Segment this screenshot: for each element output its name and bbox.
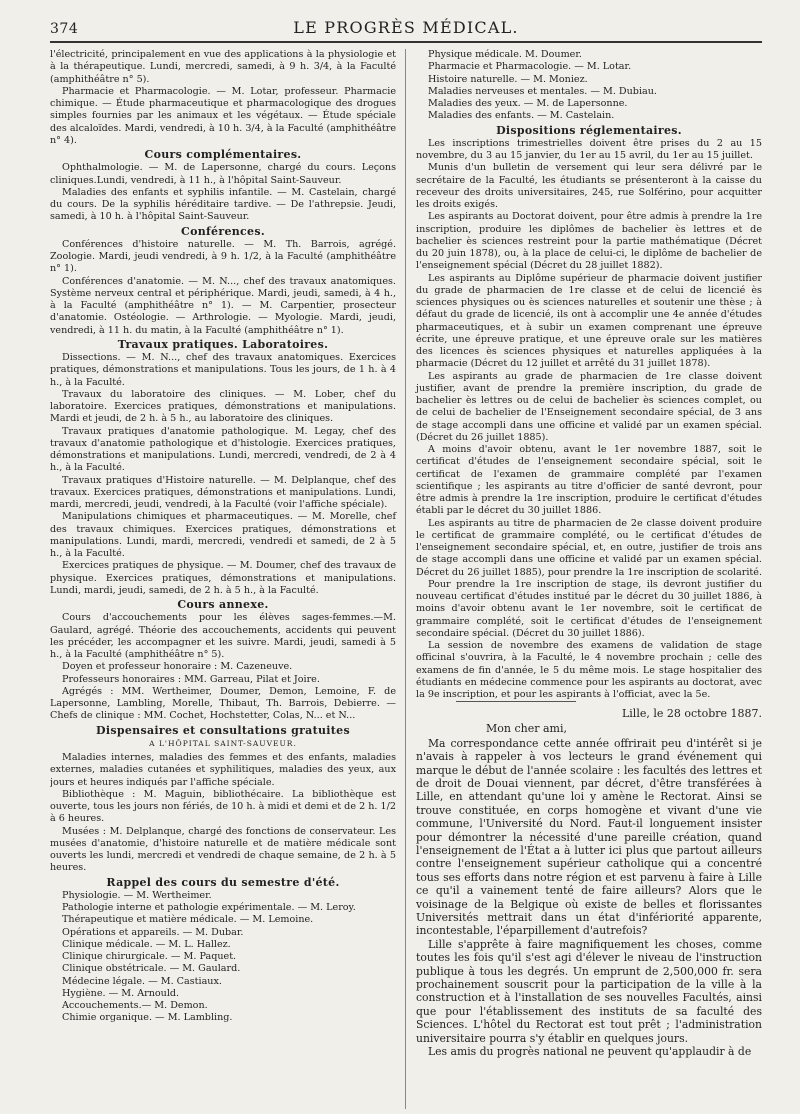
section-heading: Dispensaires et consultations gratuites — [96, 723, 350, 737]
paragraph: Opérations et appareils. — M. Dubar. — [62, 926, 244, 938]
paragraph: Professeurs honoraires : MM. Garreau, Pilat et Joire. — [62, 673, 320, 685]
columns — [50, 49, 762, 1109]
section-subheading: A L'HÔPITAL SAINT-SAUVEUR. — [149, 738, 297, 748]
paragraph: Maladies des enfants. — M. Castelain. — [428, 110, 615, 122]
left-column — [50, 49, 405, 1109]
paragraph: Pour prendre la 1re inscription de stage, ils devront justifier du nouveau certificat d'études institué par le décret du 30 juillet 1886, à moins d'avoir obtenu avant le 1er novembre, soit le certificat de grammaire complété, soit le certificat d'études de l'enseignement secondaire spécial. (Décret du 30 juillet 1886). — [416, 578, 762, 639]
section-heading: Conférences. — [181, 224, 265, 238]
paragraph: Exercices pratiques de physique. — M. Doumer, chef des travaux de physique. Exercices pratiques, démonstrations et manipulations. Lundi, mardi, jeudi, samedi, de 2 h. à 5 h., à la Faculté. — [50, 560, 396, 596]
letter-paragraph: Ma correspondance cette année offrirait peu d'intérêt si je n'avais à rappeler à vos lecteurs le grand événement qui marque le début de l'année scolaire : les facultés des lettres et de droit de Douai viennent, par décret, d'être transférées à Lille, en attendant qu'une loi y amène le Rectorat. Ainsi se trouve constituée, en corps homogène et vivant d'une vie commune, l'Université du Nord. Faut-il longuement insister pour démontrer la nécessité d'une pareille création, quand l'enseignement de l'État a à lutter ici plus que partout ailleurs contre l'enseignement supérieur catholique qui a concentré tous ses efforts dans notre région et est parvenu à faire à Lille ce qu'il a vainement tenté de faire ailleurs? Alors que le voisinage de la Belgique où existe de belles et florissantes Universités mettrait dans un état d'infériorité apparente, incontestable, l'éparpillement d'autrefois? — [416, 736, 762, 938]
paragraph: l'électricité, principalement en vue des applications à la physiologie et à la thérapeutique. Lundi, mercredi, samedi, à 9 h. 3/4, à la Faculté (amphithéâtre n° 5). — [50, 49, 396, 85]
letter-paragraph: Les amis du progrès national ne peuvent qu'applaudir à de — [428, 1045, 752, 1059]
paragraph: Pathologie interne et pathologie expérimentale. — M. Leroy. — [62, 902, 356, 913]
paragraph: Conférences d'histoire naturelle. — M. Th. Barrois, agrégé. Zoologie. Mardi, jeudi vendredi, à 9 h. 1/2, à la Faculté (amphithéâtre n° 1). — [50, 238, 396, 275]
paragraph: Histoire naturelle. — M. Moniez. — [428, 73, 588, 85]
paragraph: Les aspirants au Doctorat doivent, pour être admis à prendre la 1re inscription, produire les diplômes de bachelier ès lettres et de bachelier ès sciences restreint pour la partie mathématique (Décret du 20 juin 1878), ou, à la place de celui-ci, le diplôme de bachelier de l'enseignement spécial (Décret du 28 juillet 1882). — [416, 211, 762, 272]
paragraph: Munis d'un bulletin de versement qui leur sera délivré par le secrétaire de la Faculté, les étudiants se présenteront à la caisse du receveur des droits universitaires, 245, rue Solférino, pour acquitter les droits exigés. — [416, 162, 762, 210]
paragraph: Les aspirants au Diplôme supérieur de pharmacie doivent justifier du grade de pharmacien de 1re classe et de celui de licencié ès sciences physiques ou ès sciences naturelles et soutenir une thèse ; à défaut du grade de licencié, ils ont à accomplir une 4e année d'études pharmaceutiques, et à subir un examen comprenant une épreuve écrite, une épreuve pratique, et une épreuve orale sur les matières des licences ès sciences physiques et naturelles appliquées à la pharmacie (Décret du 12 juillet et arrêté du 31 juillet 1878). — [416, 272, 762, 370]
header-rule — [50, 41, 762, 43]
paragraph: Cours d'accouchements pour les élèves sages-femmes.—M. Gaulard, agrégé. Théorie des accouchements, accidents qui peuvent les précéder, les accompagner et les suivre. Mardi, jeudi, samedi à 5 h., à la Faculté (amphithéâtre n° 5). — [50, 612, 396, 660]
paragraph: Les aspirants au titre de pharmacien de 2e classe doivent produire le certificat de grammaire complété, ou le certificat d'études de l'enseignement secondaire spécial, et, en outre, justifier de trois ans de stage accompli dans une officine et validé par un examen spécial. Décret du 26 juillet 1885), pour prendre la 1re inscription de scolarité. — [416, 517, 762, 578]
paragraph: Accouchements.— M. Demon. — [62, 1000, 208, 1011]
letter-paragraph: Lille s'apprête à faire magnifiquement les choses, comme toutes les fois qu'il s'est agi d'élever le niveau de l'instruction publique à tous les degrés. Un emprunt de 2,500,000 fr. sera prochainement souscrit pour la participation de la ville à la construction et à l'installation de ses nouvelles Facultés, ainsi que pour l'établissement des instituts de sa faculté des Sciences. L'hôtel du Rectorat est tout prêt ; l'administration universitaire pourra s'y établir en quelques jours. — [416, 937, 762, 1045]
paragraph: Travaux pratiques d'anatomie pathologique. M. Legay, chef des travaux d'anatomie pathologique et d'histologie. Exercices pratiques, démonstrations et manipulations. Lundi, mercredi, vendredi, de 2 à 4 h., à la Faculté. — [50, 425, 396, 474]
paragraph: Clinique chirurgicale. — M. Paquet. — [62, 951, 237, 962]
paragraph: Bibliothèque : M. Maguin, bibliothécaire. La bibliothèque est ouverte, tous les jours non fériés, de 10 h. à midi et demi et de 2 h. 1/2 à 6 heures. — [50, 788, 396, 825]
running-title: LE PROGRÈS MÉDICAL. — [293, 18, 519, 37]
paragraph: Chimie organique. — M. Lambling. — [62, 1012, 233, 1024]
paragraph: Maladies des enfants et syphilis infantile. — M. Castelain, chargé du cours. De la syphilis héréditaire tardive. — De l'athrepsie. Jeudi, samedi, à 10 h. à l'hôpital Saint-Sauveur. — [50, 186, 396, 223]
paragraph: Pharmacie et Pharmacologie. — M. Lotar, professeur. Pharmacie chimique. — Étude pharmaceutique et pharmacologique des drogues simples fournies par les animaux et les végétaux. — Étude spéciale des alcaloïdes. Mardi, vendredi, à 10 h. 3/4, à la Faculté (amphithéâtre n° 4). — [50, 85, 396, 146]
letter-rule — [456, 701, 576, 702]
paragraph: Thérapeutique et matière médicale. — M. Lemoine. — [62, 914, 314, 926]
letter-date: Lille, le 28 octobre 1887. — [621, 707, 762, 721]
paragraph: Agrégés : MM. Wertheimer, Doumer, Demon, Lemoine, F. de Lapersonne, Lambling, Morelle, Thibaut, Th. Barrois, Debierre. — Chefs de clinique : MM. Cochet, Hochstetter, Colas, N... et N... — [50, 685, 396, 722]
paragraph: Manipulations chimiques et pharmaceutiques. — M. Morelle, chef des travaux chimiques. Exercices pratiques, démonstrations et manipulations. Lundi, mardi, mercredi, vendredi et samedi, de 2 à 5 h., à la Faculté. — [50, 511, 396, 559]
paragraph: Conférences d'anatomie. — M. N..., chef des travaux anatomiques. Système nerveux central et périphérique. Mardi, jeudi, samedi, à 4 h., à la Faculté (amphithéâtre n° 1). — M. Carpentier, prosecteur d'anatomie. Ostéologie. — Arthrologie. — Myologie. Mardi, jeudi, vendredi, à 11 h. du matin, à la Faculté (amphithéâtre n° 1). — [50, 275, 396, 336]
paragraph: Hygiène. — M. Arnould. — [62, 987, 180, 999]
section-heading: Travaux pratiques. Laboratoires. — [117, 337, 329, 351]
page-header — [50, 18, 762, 37]
paragraph: Les inscriptions trimestrielles doivent être prises du 2 au 15 novembre, du 3 au 15 janvier, du 1er au 15 avril, du 1er au 15 juillet. — [416, 137, 762, 161]
right-column — [405, 49, 762, 1109]
paragraph: Physiologie. — M. Wertheimer. — [62, 889, 212, 901]
paragraph: Travaux du laboratoire des cliniques. — M. Lober, chef du laboratoire. Exercices pratiques, démonstrations et manipulations. Mardi et jeudi, de 2 h. à 5 h., au laboratoire des cliniques. — [50, 388, 396, 425]
page-number: 374 — [50, 21, 79, 37]
paragraph: La session de novembre des examens de validation de stage officinal s'ouvrira, à la Faculté, le 4 novembre prochain ; celle des examens de fin d'année, le 5 du même mois. Le stage hospitalier des étudiants en médecine commence pour les aspirants au doctorat, avec la 9e inscription, et pour les aspirants à l'officiat, avec la 5e. — [416, 640, 762, 700]
paragraph: A moins d'avoir obtenu, avant le 1er novembre 1887, soit le certificat d'études de l'enseignement secondaire spécial, soit le certificat de l'examen de grammaire complété par l'examen scientifique ; les aspirants au titre d'officier de santé devront, pour être admis à prendre la 1re inscription, produire le certificat d'études établi par le décret du 30 juillet 1886. — [416, 444, 762, 517]
section-heading: Dispositions réglementaires. — [496, 123, 682, 137]
paragraph: Clinique médicale. — M. L. Hallez. — [62, 938, 231, 950]
letter-salutation: Mon cher ami, — [486, 721, 567, 735]
paragraph: Physique médicale. M. Doumer. — [428, 49, 582, 60]
paragraph: Les aspirants au grade de pharmacien de 1re classe doivent justifier, avant de prendre la première inscription, du grade de bachelier ès lettres ou de celui de bachelier ès sciences complet, ou de celui de bachelier de l'Enseignement secondaire spécial, de 3 ans de stage accompli dans une officine et validé par un examen spécial. (Décret du 26 juillet 1885). — [416, 370, 762, 443]
paragraph: Dissections. — M. N..., chef des travaux anatomiques. Exercices pratiques, démonstrations et manipulations. Tous les jours, de 1 h. à 4 h., à la Faculté. — [50, 352, 396, 388]
paragraph: Ophthalmologie. — M. de Lapersonne, chargé du cours. Leçons cliniques.Lundi, vendredi, à 11 h., à l'hôpital Saint-Sauveur. — [50, 162, 396, 186]
paragraph: Doyen et professeur honoraire : M. Cazeneuve. — [62, 661, 293, 673]
section-heading: Rappel des cours du semestre d'été. — [106, 875, 340, 889]
regulations-section — [416, 49, 762, 701]
paragraph: Maladies nerveuses et mentales. — M. Dubiau. — [428, 85, 657, 97]
paragraph: Maladies internes, maladies des femmes et des enfants, maladies externes, maladies cutanées et syphilitiques, maladies des yeux, aux jours et heures indiqués par l'affiche spéciale. — [50, 752, 396, 788]
paragraph: Musées : M. Delplanque, chargé des fonctions de conservateur. Les musées d'anatomie, d'histoire naturelle et de matière médicale sont ouverts les lundi, mercredi et vendredi de chaque semaine, de 2 h. à 5 heures. — [50, 825, 396, 874]
letter-body — [416, 737, 762, 1059]
section-heading: Cours annexe. — [177, 598, 269, 611]
paragraph: Travaux pratiques d'Histoire naturelle. — M. Delplanque, chef des travaux. Exercices pratiques, démonstrations et manipulations. Lundi, mardi, mercredi, jeudi, vendredi, à la Faculté (voir l'affiche spéciale). — [50, 474, 396, 510]
paragraph: Clinique obstétricale. — M. Gaulard. — [62, 963, 241, 975]
paragraph: Pharmacie et Pharmacologie. — M. Lotar. — [428, 61, 632, 73]
section-heading: Cours complémentaires. — [144, 148, 302, 161]
paragraph: Médecine légale. — M. Castiaux. — [62, 975, 222, 987]
paragraph: Maladies des yeux. — M. de Lapersonne. — [428, 98, 628, 109]
